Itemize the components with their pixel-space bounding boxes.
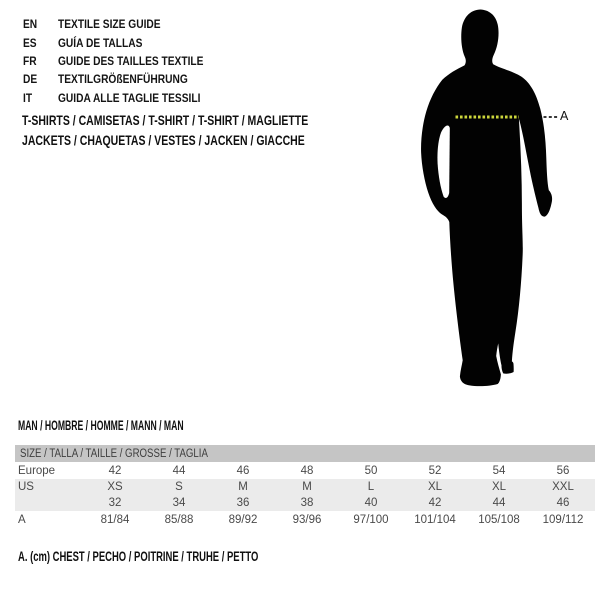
language-item <box>23 89 229 107</box>
size-cell: 32 <box>108 497 122 509</box>
size-table <box>15 445 595 528</box>
row-label: A <box>18 513 26 526</box>
size-cell: 54 <box>492 464 506 477</box>
size-cell: 44 <box>172 464 186 477</box>
language-title: GUIDE DES TAILLES TEXTILE <box>58 53 204 68</box>
size-cell: 56 <box>556 464 570 477</box>
language-code: IT <box>23 90 33 105</box>
language-code: ES <box>23 35 37 50</box>
language-item <box>23 52 229 70</box>
forearm-gap-cutout <box>437 126 449 198</box>
language-title: GUIDA ALLE TAGLIE TESSILI <box>58 90 201 105</box>
size-cell: XL <box>427 481 443 493</box>
size-cell: 46 <box>556 497 570 509</box>
section-heading-man: MAN / HOMBRE / HOMME / MANN / MAN <box>18 418 184 433</box>
language-code: EN <box>23 17 38 32</box>
language-code: FR <box>23 53 37 68</box>
language-item <box>23 70 229 88</box>
size-cell: 38 <box>300 497 314 509</box>
size-cell: 48 <box>300 464 314 477</box>
size-table-header-label: SIZE / TALLA / TAILLE / GRÖSSE / TAGLIA <box>20 447 208 460</box>
row-label: US <box>18 481 34 493</box>
language-list <box>23 15 229 107</box>
size-cell: 93/96 <box>292 513 322 526</box>
size-cell: 85/88 <box>164 513 194 526</box>
size-cell: 42 <box>108 464 122 477</box>
language-title: TEXTILGRÖßENFÜHRUNG <box>58 72 188 87</box>
size-table-header <box>15 445 595 462</box>
size-cell: 52 <box>428 464 442 477</box>
language-title: GUÍA DE TALLAS <box>58 35 143 50</box>
language-item <box>23 33 229 51</box>
category-heading <box>22 110 404 150</box>
table-row-us <box>15 479 595 495</box>
size-cell: XL <box>491 481 507 493</box>
language-code: DE <box>23 72 38 87</box>
size-cell: 44 <box>492 497 506 509</box>
size-cell: 50 <box>364 464 378 477</box>
measure-label-a: A <box>560 109 569 123</box>
size-cell: XXL <box>552 481 574 493</box>
row-label: Europe <box>18 464 56 477</box>
size-cell: M <box>238 481 248 493</box>
size-cell: L <box>367 481 375 493</box>
table-row-us-numeric <box>15 495 595 511</box>
size-cell: XS <box>107 481 123 493</box>
table-row-chest-a <box>15 511 595 528</box>
category-line-tshirts: T-SHIRTS / CAMISETAS / T-SHIRT / T-SHIRT / MAGLIETTE <box>22 112 309 128</box>
language-title: TEXTILE SIZE GUIDE <box>58 17 161 32</box>
size-cell: 81/84 <box>100 513 130 526</box>
category-line-jackets: JACKETS / CHAQUETAS / VESTES / JACKEN / GIACCHE <box>22 132 305 148</box>
size-cell: 101/104 <box>414 513 456 526</box>
size-cell: 89/92 <box>228 513 258 526</box>
size-cell: 42 <box>428 497 442 509</box>
size-cell: 46 <box>236 464 250 477</box>
language-item <box>23 15 229 33</box>
man-silhouette <box>421 10 552 387</box>
size-cell: 105/108 <box>478 513 520 526</box>
size-cell: S <box>175 481 183 493</box>
footnote-chest: A. (cm) CHEST / PECHO / POITRINE / TRUHE / PETTO <box>18 549 259 564</box>
size-cell: M <box>302 481 312 493</box>
size-cell: 34 <box>172 497 186 509</box>
size-cell: 97/100 <box>353 513 389 526</box>
size-cell: 36 <box>236 497 250 509</box>
size-cell: 40 <box>364 497 378 509</box>
table-row-europe <box>15 462 595 479</box>
size-cell: 109/112 <box>542 513 584 526</box>
